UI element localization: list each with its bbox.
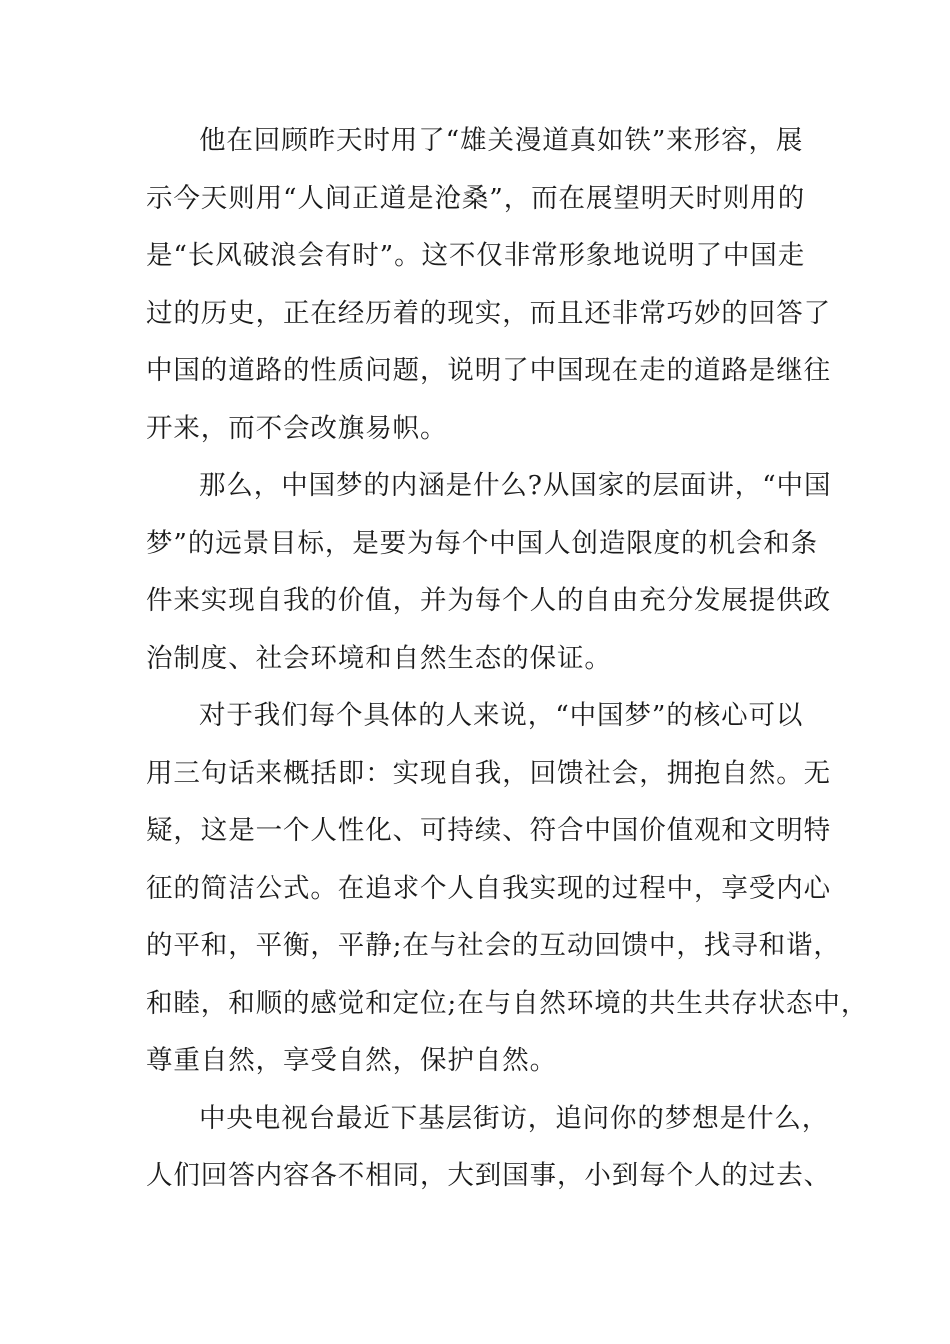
text-line: 用三句话来概括即：实现自我，回馈社会，拥抱自然。无 bbox=[146, 757, 831, 789]
text-line: 尊重自然，享受自然，保护自然。 bbox=[146, 1045, 557, 1076]
text-line: 的平和，平衡，平静;在与社会的互动回馈中，找寻和谐， bbox=[146, 930, 841, 961]
text-line: 那么，中国梦的内涵是什么?从国家的层面讲，“中国 bbox=[199, 470, 832, 501]
text-line: 梦”的远景目标，是要为每个中国人创造限度的机会和条 bbox=[146, 527, 819, 559]
text-line: 件来实现自我的价值，并为每个人的自由充分发展提供政 bbox=[146, 585, 831, 616]
text-line: 过的历史，正在经历着的现实，而且还非常巧妙的回答了 bbox=[146, 297, 831, 329]
text-line: 中央电视台最近下基层街访，追问你的梦想是什么， bbox=[199, 1102, 830, 1134]
text-line: 中国的道路的性质问题，说明了中国现在走的道路是继往 bbox=[146, 355, 831, 386]
text-line: 是“长风破浪会有时”。这不仅非常形象地说明了中国走 bbox=[146, 240, 806, 271]
text-line: 治制度、社会环境和自然生态的保证。 bbox=[146, 642, 612, 674]
paragraph bbox=[146, 693, 869, 1096]
document-body bbox=[146, 118, 869, 1211]
paragraph bbox=[146, 463, 846, 693]
text-line: 人们回答内容各不相同，大到国事，小到每个人的过去、 bbox=[146, 1160, 831, 1191]
paragraph bbox=[146, 1096, 846, 1211]
text-line: 征的简洁公式。在追求个人自我实现的过程中，享受内心 bbox=[146, 872, 831, 904]
text-line: 和睦，和顺的感觉和定位;在与自然环境的共生共存状态中， bbox=[146, 987, 869, 1019]
paragraph bbox=[146, 118, 846, 463]
text-line: 开来，而不会改旗易帜。 bbox=[146, 412, 448, 444]
text-line: 对于我们每个具体的人来说，“中国梦”的核心可以 bbox=[199, 700, 804, 731]
text-line: 疑，这是一个人性化、可持续、符合中国价值观和文明特 bbox=[146, 815, 831, 846]
text-line: 示今天则用“人间正道是沧桑”，而在展望明天时则用的 bbox=[146, 182, 806, 214]
text-line: 他在回顾昨天时用了“雄关漫道真如铁”来形容，展 bbox=[199, 125, 804, 156]
